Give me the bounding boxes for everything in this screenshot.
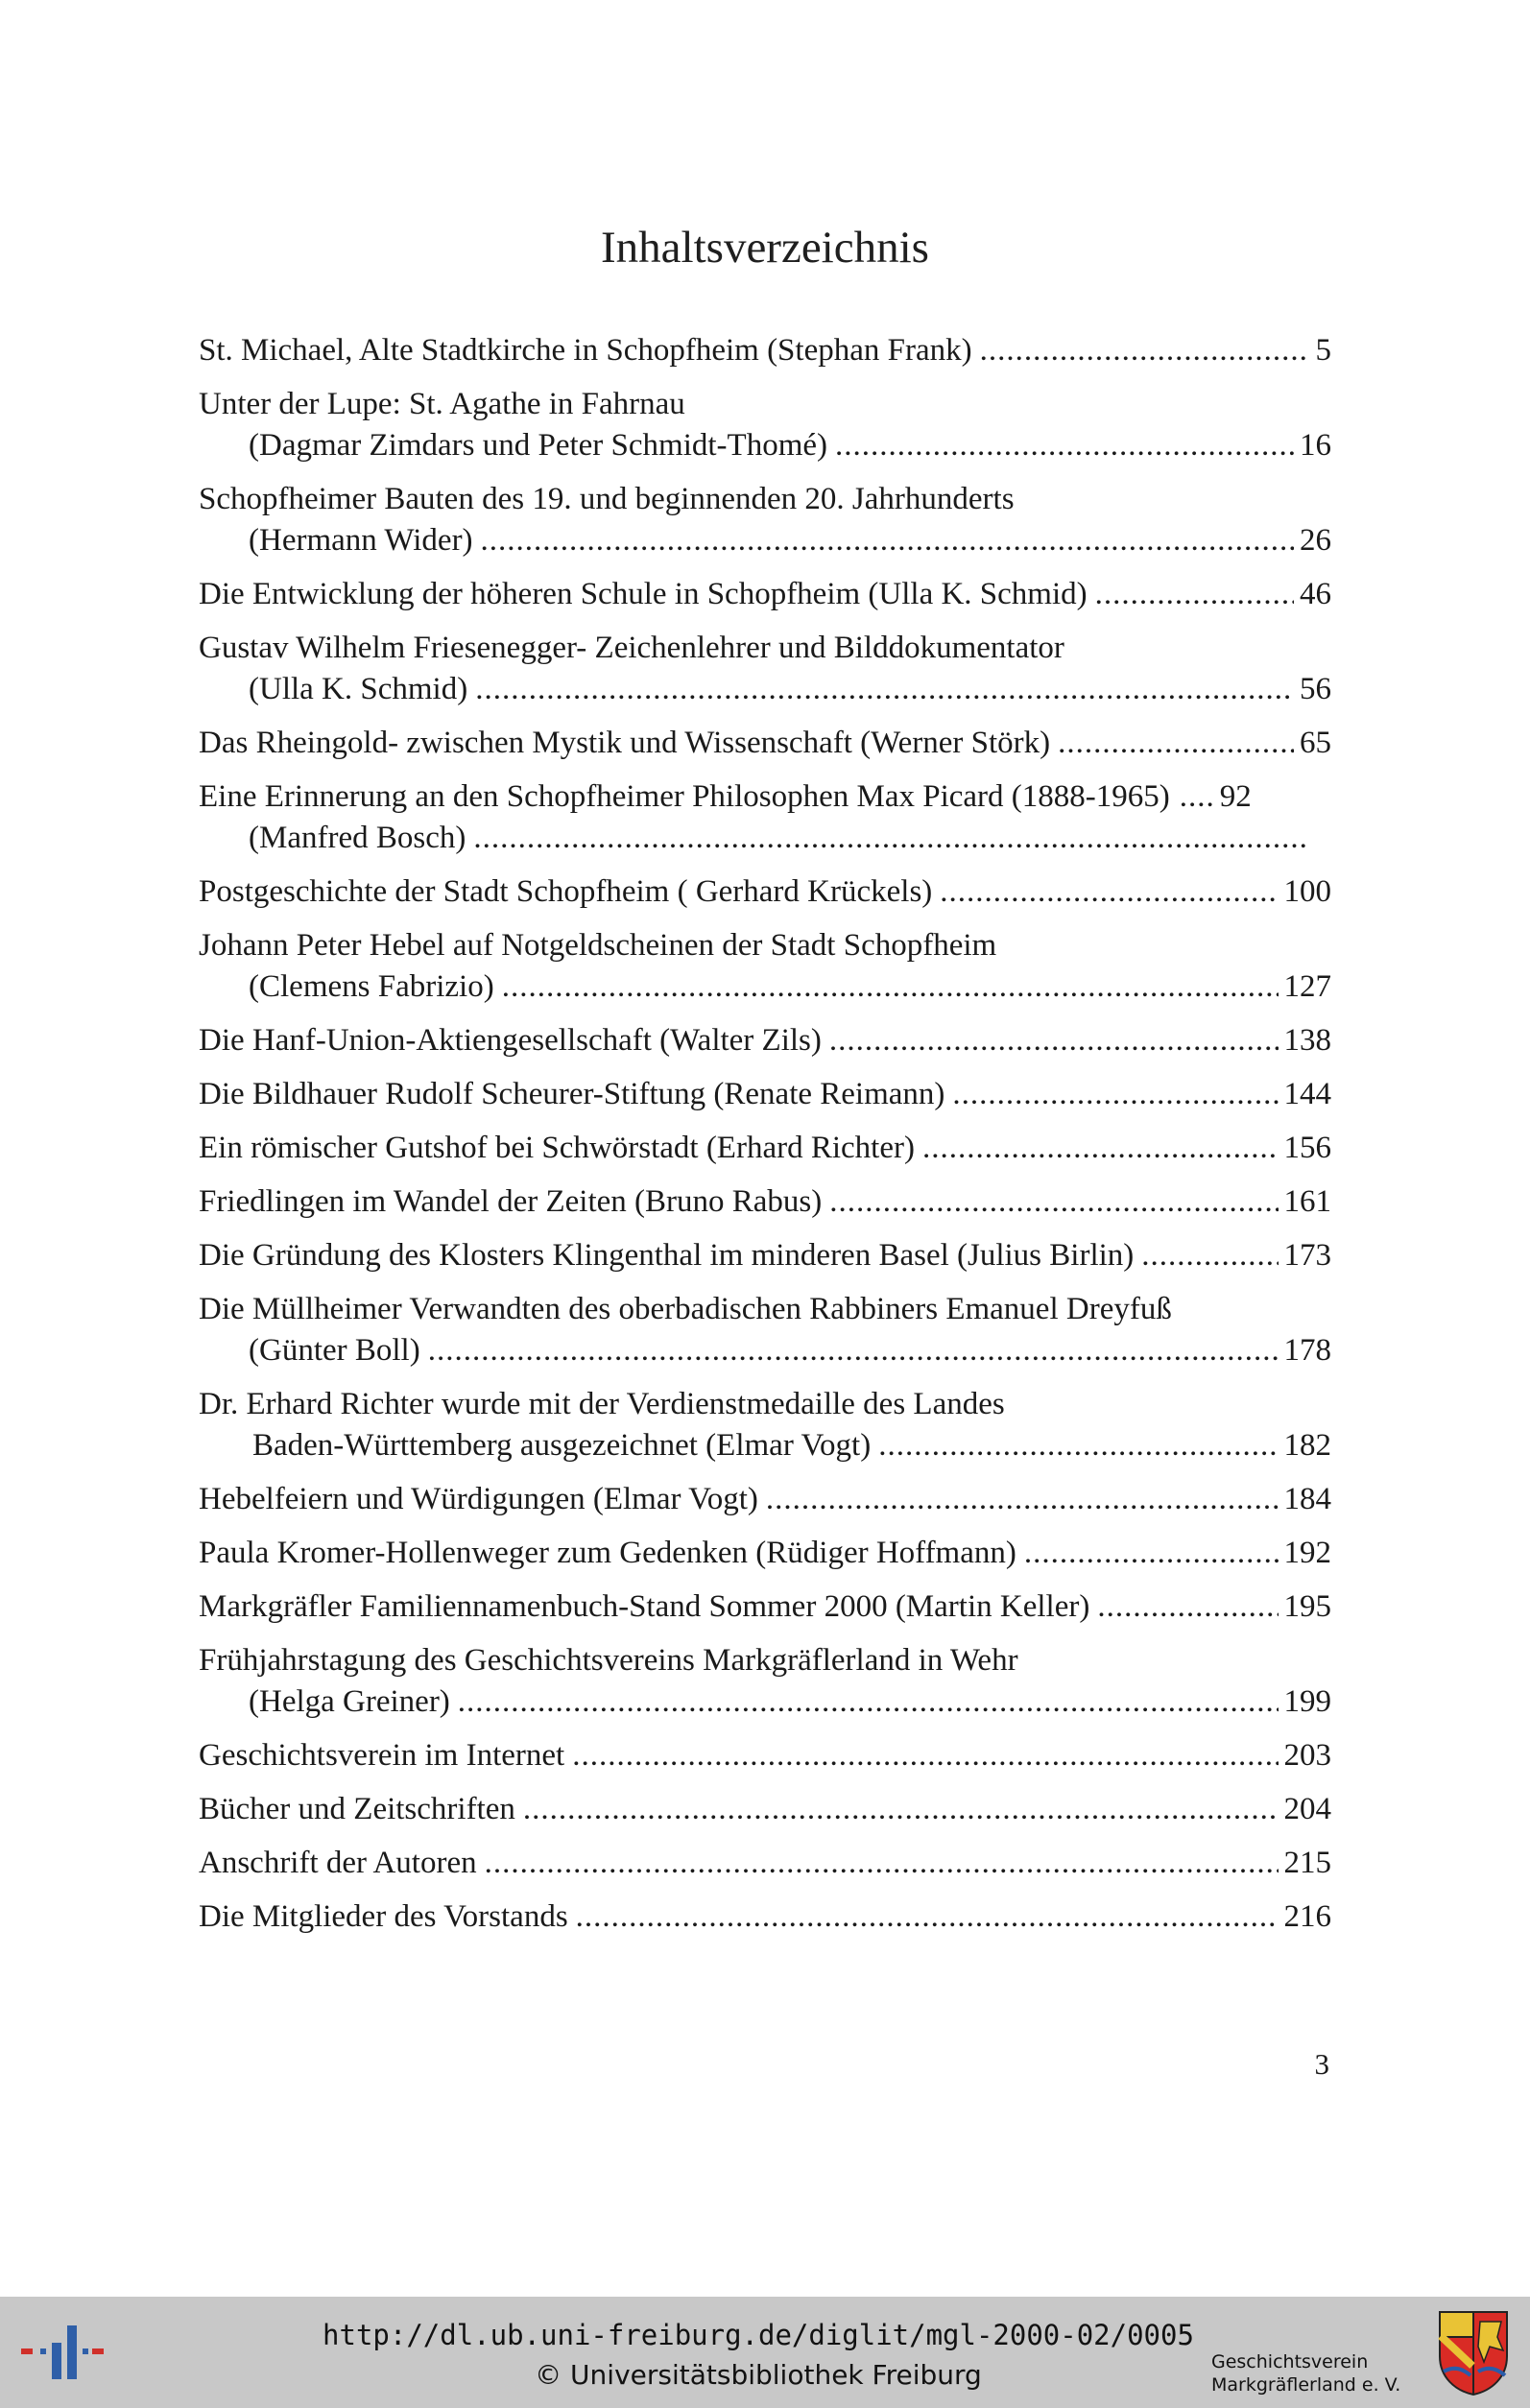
toc-entry-text: Die Bildhauer Rudolf Scheurer-Stiftung (Renate Reimann) [199, 1077, 945, 1111]
toc-entry-text: Frühjahrstagung des Geschichtsvereins Markgräflerland in Wehr [199, 1643, 1018, 1678]
toc-entry-line [199, 1330, 1331, 1371]
toc-entry-text: Postgeschichte der Stadt Schopfheim ( Gerhard Krückels) [199, 874, 933, 909]
toc-entry-text: (Manfred Bosch) [249, 821, 466, 855]
toc-leader-dots [502, 966, 1279, 1008]
toc-leader-dots [835, 425, 1294, 466]
toc-leader-dots [572, 1735, 1278, 1776]
toc-entry-text: Gustav Wilhelm Friesenegger- Zeichenlehrer und Bilddokumentator [199, 631, 1064, 665]
toc-entry [199, 1533, 1331, 1574]
toc-page-number[interactable]: 127 [1283, 969, 1331, 1004]
toc-page-number[interactable]: 46 [1300, 577, 1331, 611]
toc-entry-text: (Dagmar Zimdars und Peter Schmidt-Thomé) [249, 428, 828, 463]
toc-entry [199, 479, 1331, 561]
toc-entry-line [199, 818, 1331, 859]
toc-entry-text: Unter der Lupe: St. Agathe in Fahrnau [199, 387, 685, 421]
toc-page-number[interactable]: 92 [1219, 779, 1252, 814]
footer-organization [1211, 2350, 1432, 2396]
toc-entry [199, 871, 1331, 913]
toc-leader-dots [940, 871, 1278, 913]
toc-entry-line [199, 1289, 1331, 1330]
toc-entry-text: Schopfheimer Bauten des 19. und beginnenden 20. Jahrhunderts [199, 482, 1015, 516]
toc-entry-text: Johann Peter Hebel auf Notgeldscheinen der Stadt Schopfheim [199, 928, 997, 963]
toc-leader-dots [829, 1020, 1279, 1061]
toc-entry-line [199, 1640, 1331, 1681]
toc-leader-dots [878, 1425, 1278, 1466]
toc-entry-text: Ein römischer Gutshof bei Schwörstadt (Erhard Richter) [199, 1131, 915, 1165]
toc-page-number[interactable]: 16 [1300, 428, 1331, 463]
toc-entry [199, 1843, 1331, 1884]
toc-entry-line [199, 1181, 1331, 1223]
toc-entry-text: Eine Erinnerung an den Schopfheimer Philosophen Max Picard (1888-1965) [199, 779, 1170, 814]
toc-page-number[interactable]: 156 [1283, 1131, 1331, 1165]
toc-leader-dots [829, 1181, 1278, 1223]
page-number: 3 [1314, 2047, 1329, 2081]
toc-leader-dots [428, 1330, 1279, 1371]
toc-entry-text: Paula Kromer-Hollenweger zum Gedenken (Rüdiger Hoffmann) [199, 1536, 1016, 1570]
toc-leader-dots [922, 1128, 1279, 1169]
toc-leader-dots [473, 818, 1310, 859]
toc-page-number[interactable]: 182 [1283, 1428, 1331, 1463]
toc-leader-dots [481, 520, 1294, 561]
toc-entry-text: St. Michael, Alte Stadtkirche in Schopfheim (Stephan Frank) [199, 333, 972, 368]
toc-page-number[interactable]: 144 [1283, 1077, 1331, 1111]
toc-entry-text: (Hermann Wider) [249, 523, 473, 558]
toc-page-number[interactable]: 215 [1283, 1846, 1331, 1880]
toc-entry-text: Die Entwicklung der höheren Schule in Schopfheim (Ulla K. Schmid) [199, 577, 1088, 611]
toc-entry [199, 1640, 1331, 1723]
toc-page-number[interactable]: 65 [1300, 726, 1331, 760]
toc-page-number[interactable]: 5 [1315, 333, 1331, 368]
toc-entry [199, 330, 1331, 371]
toc-leader-dots [475, 669, 1294, 710]
toc-entry-line [199, 425, 1331, 466]
footer-url-link[interactable]: http://dl.ub.uni-freiburg.de/diglit/mgl-2000-02/0005 [323, 2319, 1194, 2351]
toc-entry-line [199, 1020, 1331, 1061]
toc-entry-text: (Clemens Fabrizio) [249, 969, 494, 1004]
toc-entry-text: Die Müllheimer Verwandten des oberbadischen Rabbiners Emanuel Dreyfuß [199, 1292, 1172, 1326]
toc-entry-text: Bücher und Zeitschriften [199, 1792, 515, 1826]
toc-leader-dots [458, 1681, 1279, 1723]
ub-freiburg-logo-icon[interactable] [21, 2325, 98, 2379]
toc-entry-text: (Ulla K. Schmid) [249, 672, 468, 706]
toc-leader-dots [952, 1074, 1278, 1115]
toc-entry [199, 1020, 1331, 1061]
toc-entry-line [199, 1384, 1331, 1425]
toc-entry-text: (Helga Greiner) [249, 1684, 450, 1719]
toc-leader-dots [576, 1896, 1279, 1938]
toc-leader-dots [1097, 1586, 1278, 1628]
page-title: Inhaltsverzeichnis [601, 223, 929, 273]
toc-entry-text: Baden-Württemberg ausgezeichnet (Elmar Vogt) [252, 1428, 872, 1463]
toc-entry [199, 1235, 1331, 1276]
toc-entry [199, 723, 1331, 764]
toc-leader-dots [1058, 723, 1294, 764]
toc-entry [199, 1128, 1331, 1169]
toc-entry-line [199, 1425, 1331, 1466]
toc-leader-dots [980, 330, 1310, 371]
toc-entry [199, 1479, 1331, 1520]
toc-leader-dots [485, 1843, 1279, 1884]
organization-name-line1: Geschichtsverein [1211, 2351, 1369, 2372]
toc-entry-line [199, 1235, 1331, 1276]
toc-page-number[interactable]: 204 [1283, 1792, 1331, 1826]
toc-entry-line [199, 1896, 1331, 1938]
toc-entry-line [199, 723, 1331, 764]
toc-entry-text: Geschichtsverein im Internet [199, 1738, 565, 1773]
toc-entry-line [199, 1843, 1331, 1884]
footer-copyright: © Universitätsbibliothek Freiburg [535, 2359, 982, 2391]
toc-entry-text: Die Mitglieder des Vorstands [199, 1899, 568, 1934]
toc-entry-text: Anschrift der Autoren [199, 1846, 477, 1880]
toc-page-number[interactable]: 178 [1283, 1333, 1331, 1368]
toc-entry-line [199, 330, 1331, 371]
toc-entry-line [199, 1586, 1331, 1628]
toc-leader-dots [766, 1479, 1279, 1520]
toc-entry-text: Dr. Erhard Richter wurde mit der Verdienstmedaille des Landes [199, 1387, 1005, 1421]
toc-entry [199, 1074, 1331, 1115]
toc-leader-dots [1180, 776, 1214, 818]
toc-leader-dots [1095, 574, 1294, 615]
toc-entry-text: Die Hanf-Union-Aktiengesellschaft (Walter Zils) [199, 1023, 822, 1058]
toc-page-number[interactable]: 199 [1283, 1684, 1331, 1719]
toc-entry-text: Das Rheingold- zwischen Mystik und Wissenschaft (Werner Störk) [199, 726, 1051, 760]
toc-page-number[interactable]: 56 [1300, 672, 1331, 706]
toc-entry-text: Friedlingen im Wandel der Zeiten (Bruno Rabus) [199, 1184, 823, 1219]
toc-entry-line [199, 1128, 1331, 1169]
toc-entry [199, 925, 1331, 1008]
toc-entry [199, 776, 1331, 859]
toc-entry [199, 1735, 1331, 1776]
toc-entry [199, 1289, 1331, 1371]
toc-entry-text: Hebelfeiern und Würdigungen (Elmar Vogt) [199, 1482, 758, 1516]
toc-page-number[interactable]: 192 [1283, 1536, 1331, 1570]
toc-entry-line [199, 628, 1331, 669]
toc-entry-text: Markgräfler Familiennamenbuch-Stand Sommer 2000 (Martin Keller) [199, 1589, 1090, 1624]
toc-leader-dots [523, 1789, 1279, 1830]
toc-entry [199, 574, 1331, 615]
toc-entry-text: (Günter Boll) [249, 1333, 420, 1368]
toc-entry-line [199, 479, 1331, 520]
toc-page-number[interactable]: 26 [1300, 523, 1331, 558]
toc-page-number[interactable]: 184 [1283, 1482, 1331, 1516]
toc-entry-line [199, 1533, 1331, 1574]
toc-entry-line [199, 925, 1331, 966]
toc-entry-line [199, 574, 1331, 615]
toc-entry-line [199, 776, 1331, 818]
table-of-contents [199, 330, 1331, 1950]
toc-leader-dots [1141, 1235, 1278, 1276]
toc-page-number[interactable]: 203 [1283, 1738, 1331, 1773]
toc-entry-line [199, 520, 1331, 561]
toc-entry-line [199, 1479, 1331, 1520]
toc-page-number[interactable]: 100 [1283, 874, 1331, 909]
toc-page-number[interactable]: 173 [1283, 1238, 1331, 1273]
toc-entry-line [199, 871, 1331, 913]
footer-bar [0, 2297, 1530, 2408]
toc-entry [199, 1789, 1331, 1830]
toc-entry [199, 1586, 1331, 1628]
toc-page-number[interactable]: 195 [1283, 1589, 1331, 1624]
toc-entry [199, 1181, 1331, 1223]
toc-entry-line [199, 966, 1331, 1008]
toc-entry [199, 1896, 1331, 1938]
toc-entry [199, 384, 1331, 466]
toc-leader-dots [1024, 1533, 1279, 1574]
toc-entry-line [199, 1735, 1331, 1776]
toc-entry-line [199, 669, 1331, 710]
toc-entry-text: Die Gründung des Klosters Klingenthal im minderen Basel (Julius Birlin) [199, 1238, 1135, 1273]
organization-name-line2: Markgräflerland e. V. [1211, 2374, 1401, 2396]
toc-entry-line [199, 384, 1331, 425]
toc-entry [199, 628, 1331, 710]
coat-of-arms-icon [1436, 2308, 1511, 2396]
toc-page-number[interactable]: 138 [1283, 1023, 1331, 1058]
toc-page-number[interactable]: 161 [1283, 1184, 1331, 1219]
toc-entry-line [199, 1789, 1331, 1830]
toc-entry-line [199, 1074, 1331, 1115]
toc-page-number[interactable]: 216 [1283, 1899, 1331, 1934]
toc-entry-line [199, 1681, 1331, 1723]
toc-entry [199, 1384, 1331, 1466]
